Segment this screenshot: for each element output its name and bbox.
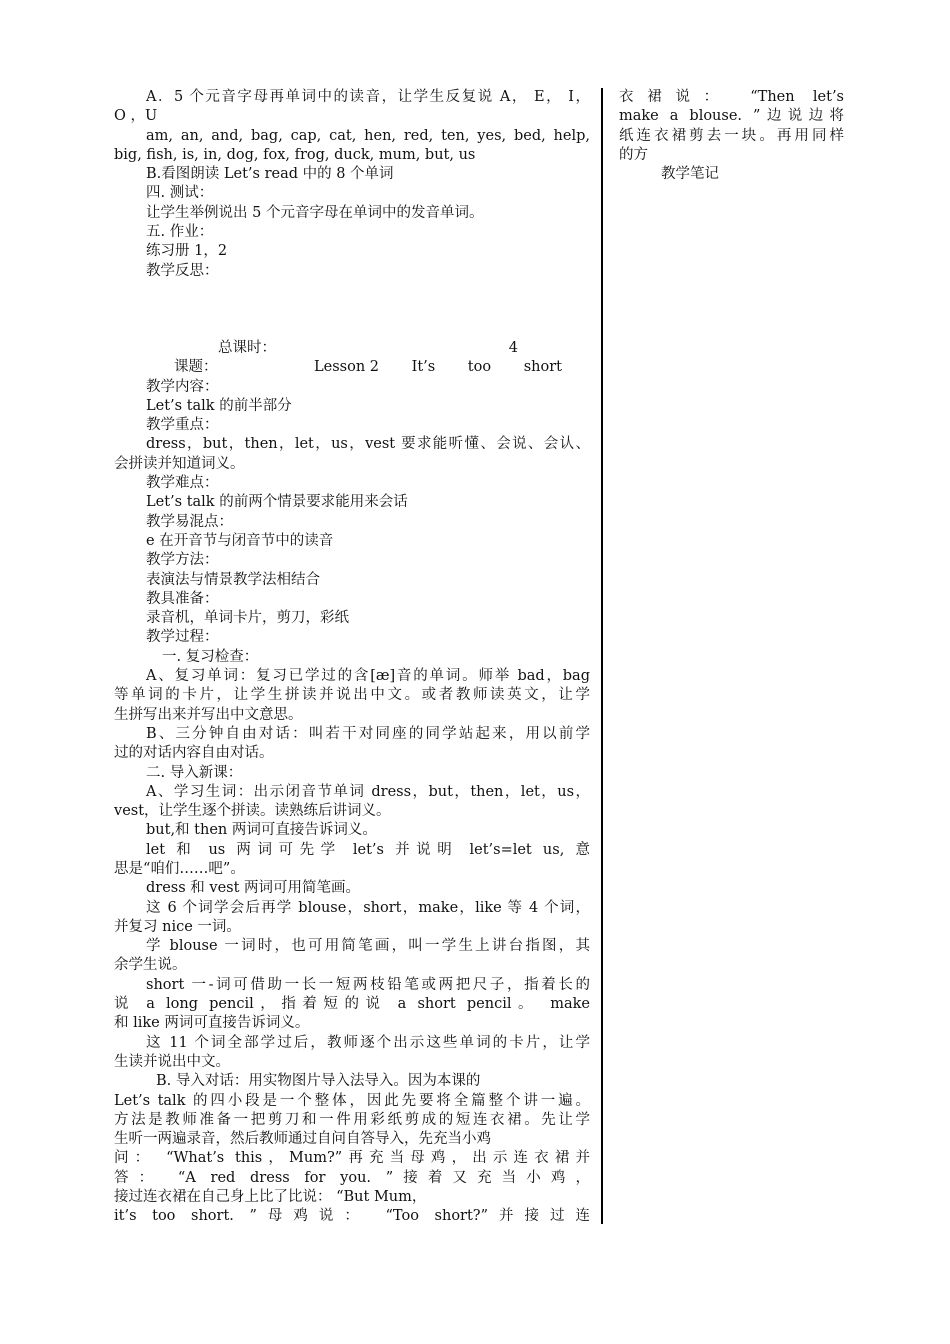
teaching-notes-heading: 教学笔记 bbox=[661, 166, 719, 183]
subject-word: short bbox=[523, 359, 562, 376]
text-line: 余学生说。 bbox=[114, 957, 187, 974]
total-hours-label: 总课时： bbox=[218, 339, 276, 356]
column-divider bbox=[601, 88, 603, 1224]
text-line: 录音机，单词卡片，剪刀，彩纸 bbox=[146, 610, 349, 627]
subject-row bbox=[114, 358, 590, 377]
text-line: 生听一两遍录音，然后教师通过自问自答导入，先充当小鸡 bbox=[114, 1131, 491, 1148]
text-line: Let’s talk 的前半部分 bbox=[146, 397, 292, 414]
section-heading: 教学过程： bbox=[146, 629, 219, 646]
text-line: 四. 测试： bbox=[146, 185, 214, 202]
text-line: short 一-词可借助一长一短两枝铅笔或两把尺子，指着长的 bbox=[146, 976, 590, 993]
text-line: 和 like 两词可直接告诉词义。 bbox=[114, 1015, 310, 1032]
section-heading: 教学易混点： bbox=[146, 513, 233, 530]
text-line: am, an, and, bag, cap, cat, hen, red, ten, yes, bed, help, bbox=[146, 127, 590, 144]
text-line: but,和 then 两词可直接告诉词义。 bbox=[146, 822, 377, 839]
text-line: 方法是教师准备一把剪刀和一件用彩纸剪成的短连衣裙。先让学 bbox=[114, 1111, 590, 1128]
side-text-line: 纸连衣裙剪去一块。再用同样 bbox=[619, 127, 844, 144]
text-line: A．5 个元音字母再单词中的读音，让学生反复说 A， E， I， bbox=[146, 89, 590, 105]
section-heading: 教具准备： bbox=[146, 590, 219, 607]
text-line: e 在开音节与闭音节中的读音 bbox=[146, 532, 334, 549]
text-line: 等单词的卡片，让学生拼读并说出中文。或者教师读英文，让学 bbox=[114, 687, 590, 704]
section-heading: 教学方法： bbox=[146, 552, 219, 569]
step-heading: 一. 复习检查： bbox=[162, 648, 259, 665]
text-line: 练习册 1，2 bbox=[146, 243, 228, 260]
text-line: 说 a long pencil，指着短的说 a short pencil。 make bbox=[114, 996, 590, 1013]
side-text-line: make a blouse. ”边说边将 bbox=[619, 108, 844, 125]
side-column bbox=[619, 88, 844, 184]
text-line: Let’s talk 的四小段是一个整体，因此先要将全篇整个讲一遍。 bbox=[114, 1092, 590, 1109]
text-line: Let’s talk 的前两个情景要求能用来会话 bbox=[146, 494, 408, 511]
text-line: 学 blouse 一词时，也可用简笔画，叫一学生上讲台指图，其 bbox=[146, 938, 590, 955]
text-line: A、复习单词：复习已学过的含[æ]音的单词。师举 bad，bag bbox=[146, 668, 590, 685]
main-column bbox=[114, 88, 590, 1227]
subject-value bbox=[314, 358, 590, 377]
step-heading: 二. 导入新课： bbox=[146, 764, 243, 781]
side-text-line: 的方 bbox=[619, 146, 648, 163]
text-line: 会拼读并知道词义。 bbox=[114, 455, 245, 472]
section-heading: 教学重点： bbox=[146, 417, 219, 434]
subject-word: Lesson 2 bbox=[314, 359, 379, 376]
text-line: 教学反思： bbox=[146, 262, 219, 279]
text-line: 让学生举例说出 5 个元音字母在单词中的发音单词。 bbox=[146, 204, 484, 221]
text-line: it’s too short. ”母鸡说： “Too short?”并接过连 bbox=[114, 1208, 590, 1225]
text-line: A、学习生词：出示闭音节单词 dress，but，then，let，us， bbox=[146, 783, 590, 800]
text-line: 并复习 nice 一词。 bbox=[114, 918, 241, 935]
text-line: let 和 us 两词可先学 let’s 并说明 let’s=let us, 意 bbox=[146, 841, 590, 858]
spacer bbox=[114, 281, 590, 339]
total-hours-row bbox=[114, 339, 590, 358]
side-text-line: 衣裙说： “Then let’s bbox=[619, 89, 844, 105]
text-line: vest，让学生逐个拼读。读熟练后讲词义。 bbox=[114, 803, 391, 820]
text-line: O ，U bbox=[114, 108, 158, 125]
text-line: B.看图朗读 Let’s read 中的 8 个单词 bbox=[146, 166, 394, 183]
text-line: 生拼写出来并写出中文意思。 bbox=[114, 706, 303, 723]
text-line: 问： “What’s this，Mum?”再充当母鸡，出示连衣裙并 bbox=[114, 1150, 590, 1167]
subject-word: It’s bbox=[411, 359, 436, 376]
text-line: big, fish, is, in, dog, fox, frog, duck, mum, but, us bbox=[114, 146, 476, 163]
text-line: dress，but，then，let，us，vest 要求能听懂、会说、会认、 bbox=[146, 436, 590, 453]
text-line: 生读并说出中文。 bbox=[114, 1053, 230, 1070]
text-line: 思是“咱们……吧”。 bbox=[114, 860, 245, 877]
text-line: B、三分钟自由对话：叫若干对同座的同学站起来，用以前学 bbox=[146, 725, 590, 742]
subject-word: too bbox=[467, 359, 492, 376]
total-hours-value: 4 bbox=[508, 339, 518, 356]
section-heading: 教学内容： bbox=[146, 378, 219, 395]
text-line: dress 和 vest 两词可用简笔画。 bbox=[146, 880, 361, 897]
text-line: B. 导入对话：用实物图片导入法导入。因为本课的 bbox=[156, 1073, 481, 1090]
text-line: 表演法与情景教学法相结合 bbox=[146, 571, 320, 588]
text-line: 答： “A red dress for you. ”接着又充当小鸡， bbox=[114, 1169, 590, 1186]
text-line: 五. 作业： bbox=[146, 224, 214, 241]
text-line: 过的对话内容自由对话。 bbox=[114, 745, 274, 762]
text-line: 接过连衣裙在自己身上比了比说： “But Mum， bbox=[114, 1189, 427, 1206]
subject-label: 课题： bbox=[174, 359, 218, 376]
text-line: 这 11 个词全部学过后，教师逐个出示这些单词的卡片，让学 bbox=[146, 1034, 590, 1051]
section-heading: 教学难点： bbox=[146, 475, 219, 492]
text-line: 这 6 个词学会后再学 blouse，short，make，like 等 4 个词， bbox=[146, 899, 590, 916]
